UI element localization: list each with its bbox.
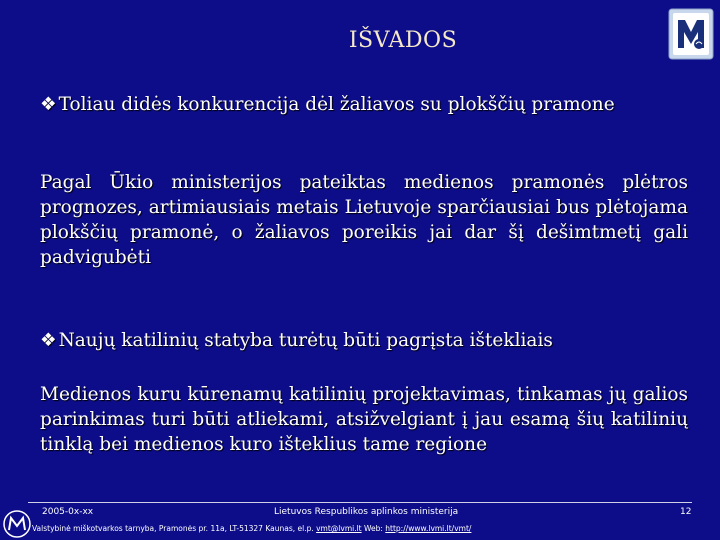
- diamond-bullet-icon: ❖: [40, 94, 57, 115]
- conclusion-paragraph-1: Pagal Ūkio ministerijos pateiktas medienos pramonės plėtros prognozes, artimiausiais metais Lietuvoje sparčiausiai bus plėtojama plokščių pramonė, o žaliavos poreikis jai dar šį dešimtmetį gali padvigubėti: [40, 172, 688, 268]
- heading-2-text: Naujų katilinių statyba turėtų būti pagrįsta ištekliais: [58, 330, 553, 351]
- footer-date: 2005-0x-xx: [42, 507, 94, 517]
- conclusion-paragraph-2: Medienos kuru kūrenamų katilinių projektavimas, tinkamas jų galios parinkimas turi būti atliekami, atsižvelgiant į jau esamą šių katilinių tinklą bei medienos kuro išteklius tame regione: [40, 384, 688, 455]
- footer-web-link[interactable]: http://www.lvmi.lt/vmt/: [385, 524, 472, 533]
- page-number: 12: [680, 507, 692, 517]
- heading-1-text: Toliau didės konkurencija dėl žaliavos su plokščių pramone: [58, 94, 615, 115]
- footer-web-label: Web:: [361, 524, 386, 533]
- slide-title: IŠVADOS: [348, 28, 458, 53]
- footer-address: Valstybinė miškotvarkos tarnyba, Pramonės pr. 11a, LT-51327 Kaunas, el.p.: [32, 524, 317, 533]
- diamond-bullet-icon: ❖: [40, 330, 57, 351]
- footer-contact: [32, 524, 471, 533]
- footer-divider: [28, 502, 692, 503]
- footer-email-link[interactable]: vmt@lvmi.lt: [316, 524, 362, 533]
- ministry-emblem-icon: [2, 509, 32, 539]
- forest-service-logo-icon: [668, 8, 714, 60]
- conclusion-heading-1: [40, 92, 615, 117]
- footer-organization: Lietuvos Respublikos aplinkos ministerija: [274, 507, 459, 517]
- conclusion-heading-2: [40, 328, 553, 353]
